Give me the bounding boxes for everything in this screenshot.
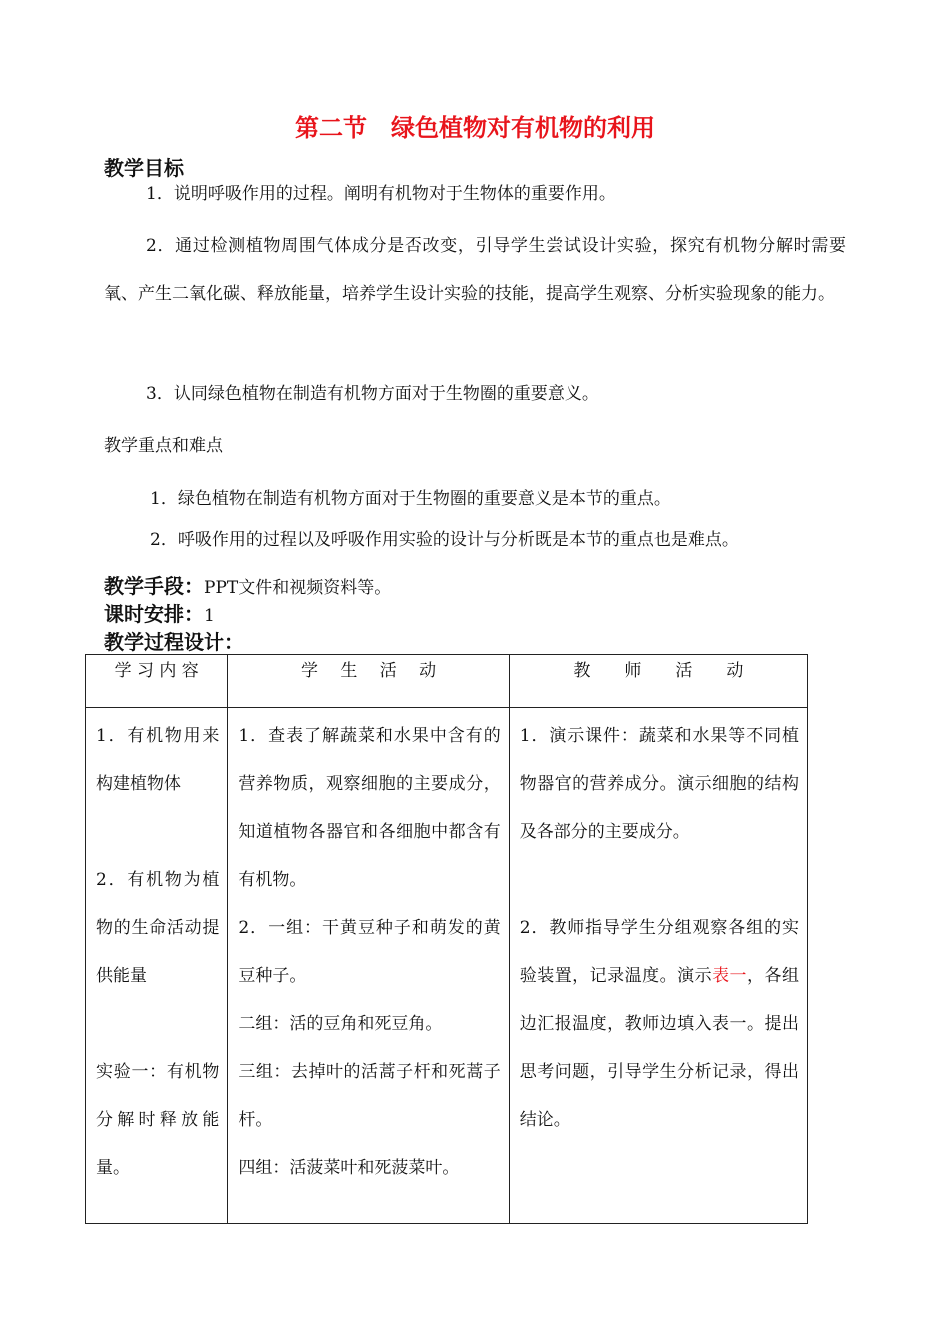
student-item-4: 三组：去掉叶的活蒿子杆和死蒿子杆。: [238, 1062, 501, 1130]
table-row: [86, 708, 808, 1224]
goal-item-2: 2．通过检测植物周围气体成分是否改变，引导学生尝试设计实验，探究有机物分解时需要氧、产生二氧化碳、释放能量，培养学生设计实验的技能，提高学生观察、分析实验现象的能力。: [104, 236, 846, 304]
schedule-line: [104, 598, 215, 627]
section-title: 第二节 绿色植物对有机物的利用: [295, 114, 655, 142]
header-content: 学 习 内 容: [86, 655, 228, 708]
content-item-2: 2．有机物为植物的生命活动提供能量: [96, 870, 220, 986]
process-heading: 教学过程设计：: [104, 630, 244, 654]
student-item-2: 2．一组：干黄豆种子和萌发的黄豆种子。: [238, 918, 501, 986]
schedule-value: 1: [204, 606, 215, 626]
content-cell: [86, 708, 228, 1224]
key-point-2: 2．呼吸作用的过程以及呼吸作用实验的设计与分析既是本节的重点也是难点。: [150, 530, 739, 550]
means-line: [104, 570, 391, 599]
key-points-heading: 教学重点和难点: [104, 436, 223, 456]
teacher-item-2: 2．教师指导学生分组观察各组的实验装置，记录温度。演示表一，各组边汇报温度，教师边填入表一。提出思考问题，引导学生分析记录，得出结论。: [519, 918, 799, 1130]
means-label: 教学手段：: [104, 574, 204, 598]
means-value: PPT文件和视频资料等。: [204, 578, 392, 598]
header-student: 学 生 活 动: [228, 655, 509, 708]
table-header-row: [86, 655, 808, 708]
student-item-5: 四组：活菠菜叶和死菠菜叶。: [238, 1158, 460, 1178]
student-cell: [228, 708, 509, 1224]
schedule-label: 课时安排：: [104, 602, 204, 626]
student-item-3: 二组：活的豆角和死豆角。: [238, 1014, 443, 1034]
header-teacher: 教 师 活 动: [509, 655, 807, 708]
content-item-1: 1．有机物用来构建植物体: [96, 726, 220, 794]
goal-item-3: 3．认同绿色植物在制造有机物方面对于生物圈的重要意义。: [146, 384, 599, 404]
process-table: [85, 654, 808, 1224]
goal-item-1: 1．说明呼吸作用的过程。阐明有机物对于生物体的重要作用。: [146, 184, 616, 204]
goals-heading: 教学目标: [104, 156, 184, 180]
student-item-1: 1．查表了解蔬菜和水果中含有的营养物质，观察细胞的主要成分，知道植物各器官和各细胞中都含有有机物。: [238, 726, 501, 890]
teacher-item-1: 1．演示课件：蔬菜和水果等不同植物器官的营养成分。演示细胞的结构及各部分的主要成分。: [519, 726, 799, 842]
content-item-3: 实验一：有机物分解时释放能量。: [96, 1062, 220, 1178]
table-one-link[interactable]: 表一: [712, 966, 748, 986]
teacher-cell: [509, 708, 807, 1224]
key-point-1: 1．绿色植物在制造有机物方面对于生物圈的重要意义是本节的重点。: [150, 489, 671, 509]
